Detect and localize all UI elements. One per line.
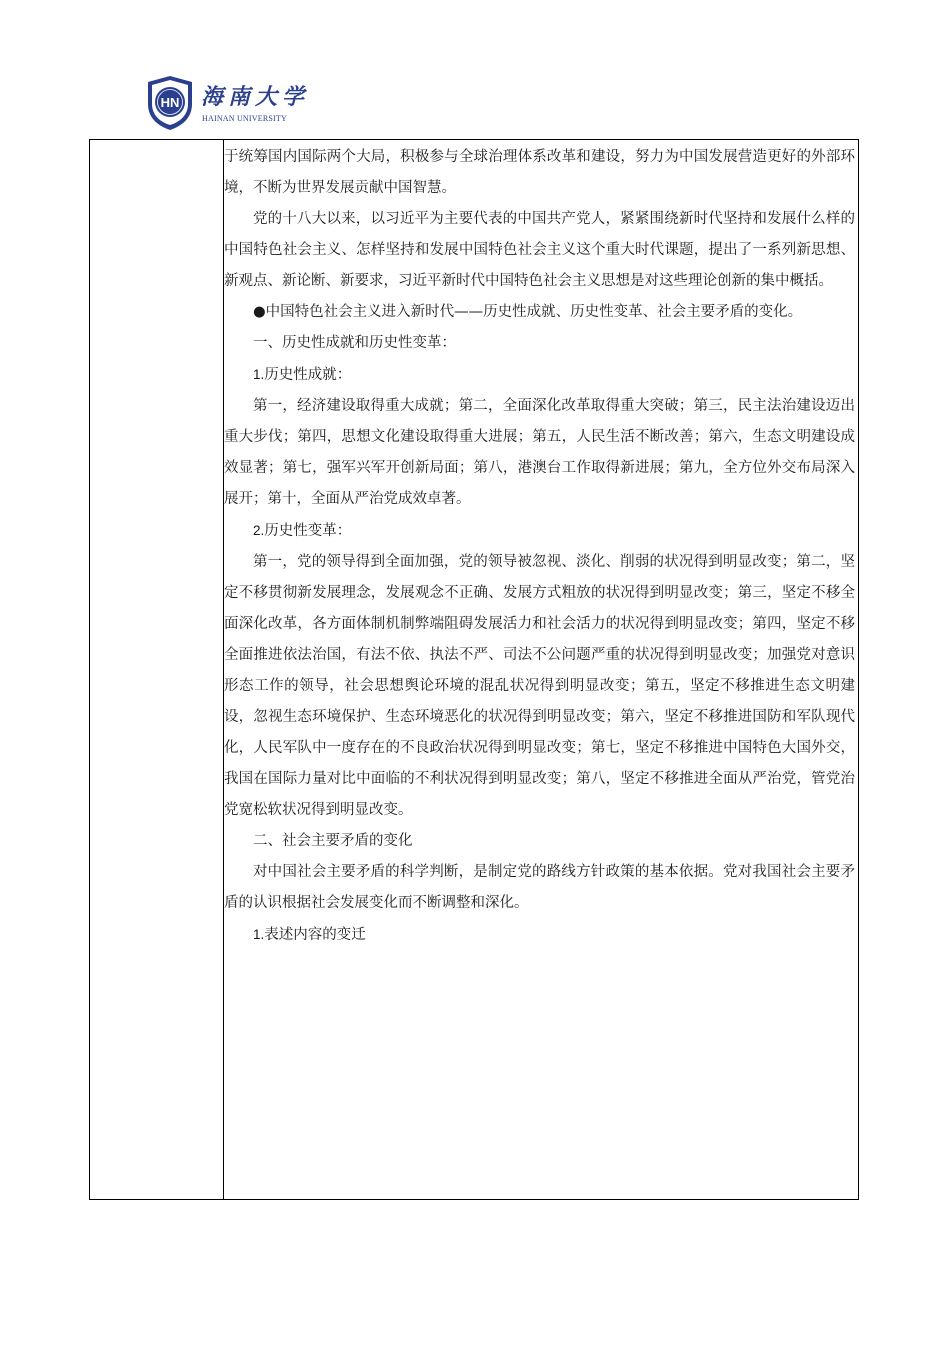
heading-section-2: 二、社会主要矛盾的变化 [253,833,413,849]
university-name-english: HAINAN UNIVERSITY [202,114,287,123]
content-table [89,139,859,1200]
paragraph-achievements: 第一，经济建设取得重大成就；第二，全面深化改革取得重大突破；第三，民主法治建设迈出重大步伐；第四，思想文化建设取得重大进展；第五，人民生活不断改善；第六，生态文明建设成效显著；第七，强军兴军开创新局面；第八，港澳台工作取得新进展；第九，全方位外交布局深入展开；第十，全面从严治党成效卓著。 [224,398,855,507]
svg-text:HN: HN [160,95,180,110]
paragraph-new-era: ●中国特色社会主义进入新时代——历史性成就、历史性变革、社会主要矛盾的变化。 [253,304,803,320]
university-name-chinese: 海南大学 [201,84,310,110]
paragraph-changes: 第一，党的领导得到全面加强，党的领导被忽视、淡化、削弱的状况得到明显改变；第二，坚定不移贯彻新发展理念，发展观念不正确、发展方式粗放的状况得到明显改变；第三，坚定不移全面深化改革，各方面体制机制弊端阻碍发展活力和社会活力的状况得到明显改变；第四，坚定不移全面推进依法治国，有法不依、执法不严、司法不公问题严重的状况得到明显改变；加强党对意识形态工作的领导，社会思想舆论环境的混乱状况得到明显改变；第五，坚定不移推进生态文明建设，忽视生态环境保护、生态环境恶化的状况得到明显改变；第六，坚定不移推进国防和军队现代化，人民军队中一度存在的不良政治状况得到明显改变；第七，坚定不移推进中国特色大国外交，我国在国际力量对比中面临的不利状况得到明显改变；第八，坚定不移推进全面从严治党，管党治党宽松软状况得到明显改变。 [224,554,855,818]
page-header [145,74,445,134]
paragraph-2: 党的十八大以来，以习近平为主要代表的中国共产党人，紧紧围绕新时代坚持和发展什么样的中国特色社会主义、怎样坚持和发展中国特色社会主义这个重大时代课题，提出了一系列新思想、新观点、新论断、新要求，习近平新时代中国特色社会主义思想是对这些理论创新的集中概括。 [224,211,855,289]
heading-expression-changes: 1.表述内容的变迁 [253,927,366,943]
heading-historic-achievements: 1.历史性成就： [253,367,352,383]
paragraph-1: 于统筹国内国际两个大局，积极参与全球治理体系改革和建设，努力为中国发展营造更好的外部环境，不断为世界发展贡献中国智慧。 [224,149,855,196]
university-seal-logo [145,74,195,132]
table-left-column [90,140,224,1199]
heading-section-1: 一、历史性成就和历史性变革： [253,335,456,351]
table-content-cell [224,142,855,951]
heading-historic-changes: 2.历史性变革： [253,523,352,539]
paragraph-main-contradiction: 对中国社会主要矛盾的科学判断，是制定党的路线方针政策的基本依据。党对我国社会主要矛盾的认识根据社会发展变化而不断调整和深化。 [224,864,855,911]
